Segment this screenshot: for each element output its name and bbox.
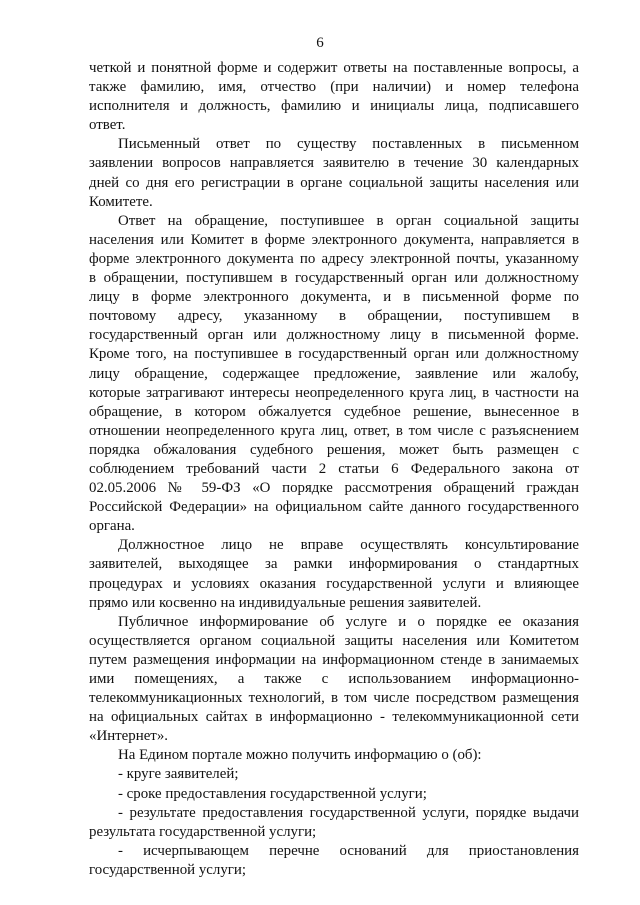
text-line: на официальных сайтах в информационно - телекоммуникационной сети bbox=[89, 709, 579, 726]
text-line: заявлении вопросов направляется заявителю в течение 30 календарных bbox=[89, 155, 579, 172]
text-line: Должностное лицо не вправе осуществлять консультирование bbox=[118, 537, 579, 554]
text-line: в обращении, поступившем в государственный орган или должностному bbox=[89, 270, 579, 287]
text-line: «Интернет». bbox=[89, 728, 168, 745]
text-line: результата государственной услуги; bbox=[89, 823, 317, 840]
text-line: процедурах и условиях оказания государственной услуги и влияющее bbox=[89, 575, 579, 592]
text-line: почтовому адресу, указанному в обращении, поступившем в bbox=[89, 308, 579, 325]
text-line: Комитете. bbox=[89, 193, 153, 210]
text-line: ими помещениях, а также с использованием информационно- bbox=[89, 671, 579, 687]
text-line: Российской Федерации» на официальном сайте данного государственного bbox=[89, 499, 579, 516]
text-line: - результате предоставления государственной услуги, порядке выдачи bbox=[118, 804, 579, 821]
text-line: органа. bbox=[89, 518, 135, 535]
text-line: обращение, в котором обжалуется судебное решение, вынесенное в bbox=[89, 403, 579, 420]
text-line: - сроке предоставления государственной услуги; bbox=[118, 785, 427, 802]
text-line: населения или Комитет в форме электронного документа, направляется в bbox=[89, 231, 579, 248]
text-line: телекоммуникационных технологий, в том числе посредством размещения bbox=[89, 690, 579, 707]
text-line: четкой и понятной форме и содержит ответы на поставленные вопросы, а bbox=[89, 60, 579, 76]
text-line: прямо или косвенно на индивидуальные решения заявителей. bbox=[89, 594, 482, 611]
text-line: - круге заявителей; bbox=[118, 766, 239, 783]
text-line: лицу обращение, содержащее предложение, заявление или жалобу, bbox=[89, 365, 579, 382]
text-line: Публичное информирование об услуге и о порядке ее оказания bbox=[118, 613, 579, 630]
text-line: государственный орган или должностному лицу в письменной форме. bbox=[89, 327, 579, 344]
text-line: исполнителя и должность, фамилию и инициалы лица, подписавшего bbox=[89, 98, 579, 115]
text-line: путем размещения информации на информационном стенде в занимаемых bbox=[89, 651, 579, 668]
text-line: заявителей, выходящее за рамки информирования о стандартных bbox=[89, 556, 579, 573]
text-line: Письменный ответ по существу поставленных в письменном bbox=[118, 136, 579, 153]
text-line: форме электронного документа по адресу электронной почты, указанному bbox=[89, 250, 579, 267]
text-line: государственной услуги; bbox=[89, 861, 246, 878]
text-line: лицу в форме электронного документа, и в письменной форме по bbox=[89, 289, 579, 306]
text-line: отношении неопределенного круга лиц, ответ, в том числе с разъяснением bbox=[89, 422, 579, 439]
page-number: 6 bbox=[316, 35, 324, 51]
text-line: Ответ на обращение, поступившее в орган социальной защиты bbox=[118, 212, 579, 229]
text-line: дней со дня его регистрации в органе социальной защиты населения или bbox=[89, 174, 579, 191]
document-body bbox=[89, 59, 579, 880]
text-line: - исчерпывающем перечне оснований для приостановления bbox=[118, 842, 579, 859]
text-line: также фамилию, имя, отчество (при наличии) и номер телефона bbox=[89, 79, 579, 96]
text-line: На Едином портале можно получить информацию о (об): bbox=[118, 747, 482, 764]
text-line: ответ. bbox=[89, 117, 126, 134]
text-line: которые затрагивают интересы неопределенного круга лиц, в частности на bbox=[89, 384, 579, 401]
text-line: 02.05.2006 № 59-ФЗ «О порядке рассмотрения обращений граждан bbox=[89, 480, 579, 497]
text-line: соблюдением требований части 2 статьи 6 Федерального закона от bbox=[89, 460, 579, 477]
text-line: осуществляется органом социальной защиты населения или Комитетом bbox=[89, 632, 579, 649]
text-line: порядка обжалования судебного решения, может быть размещен с bbox=[89, 441, 579, 458]
text-line: Кроме того, на поступившее в государственный орган или должностному bbox=[89, 346, 579, 363]
